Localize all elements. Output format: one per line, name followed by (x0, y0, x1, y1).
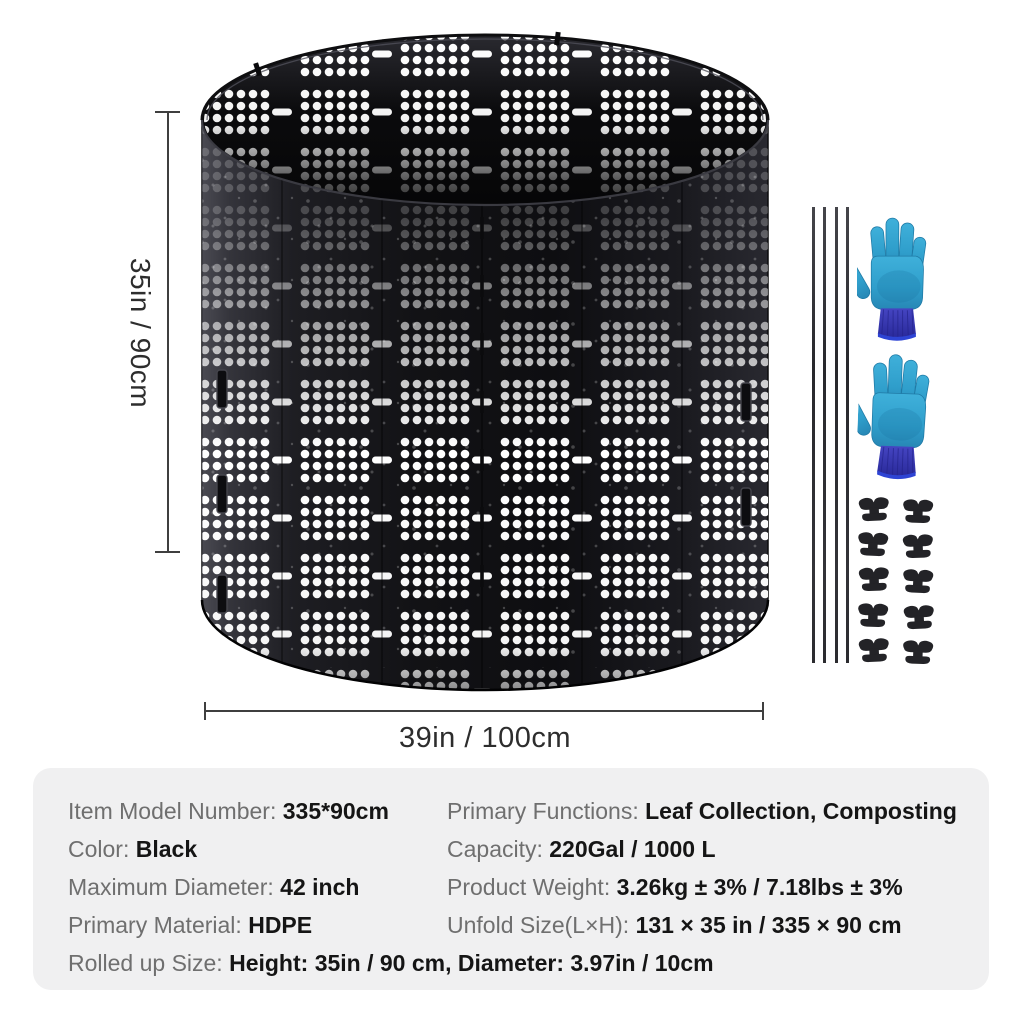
spec-label: Product Weight: (447, 874, 617, 900)
dimension-line (167, 112, 169, 552)
rod (812, 207, 815, 663)
diameter-dimension-label: 39in / 100cm (398, 722, 572, 754)
spec-label: Unfold Size(L×H): (447, 912, 636, 938)
spec-value: 42 inch (280, 874, 360, 900)
work-glove-image-1 (857, 214, 933, 342)
spec-row-max-diameter (68, 868, 447, 906)
spec-row-material (68, 906, 447, 944)
rod (823, 207, 826, 663)
height-dimension-label: 35in / 90cm (125, 257, 156, 409)
spec-value: 131 × 35 in / 335 × 90 cm (635, 912, 902, 938)
spec-column-right (447, 792, 957, 944)
support-rods-image (812, 207, 852, 663)
spec-row-unfold-size (447, 906, 957, 944)
rod (835, 207, 838, 663)
compost-bin-image (195, 28, 775, 698)
spec-panel (33, 768, 989, 990)
spec-row-weight (447, 868, 957, 906)
spec-value: 220Gal / 1000 L (549, 836, 716, 862)
rod (846, 207, 849, 663)
dimension-cap (155, 551, 180, 553)
dimension-line (205, 710, 764, 712)
spec-value: Black (135, 836, 198, 862)
spec-label: Item Model Number: (68, 798, 283, 824)
spec-label: Capacity: (447, 836, 550, 862)
spec-row-color (68, 830, 447, 868)
spec-row-rolled-size (68, 944, 971, 982)
spec-value: 3.26kg ± 3% / 7.18lbs ± 3% (616, 874, 903, 900)
spec-row-functions (447, 792, 957, 830)
dimension-cap (762, 702, 764, 720)
spec-label: Primary Functions: (447, 798, 646, 824)
spec-label: Primary Material: (68, 912, 249, 938)
spec-value: Leaf Collection, Composting (645, 798, 957, 824)
fixing-clips-image (855, 495, 941, 669)
spec-value: HDPE (248, 912, 313, 938)
spec-row-capacity (447, 830, 957, 868)
spec-row-model (68, 792, 447, 830)
spec-value: Height: 35in / 90 cm, Diameter: 3.97in / 10cm (229, 950, 714, 976)
spec-label: Maximum Diameter: (68, 874, 281, 900)
spec-value: 335*90cm (282, 798, 389, 824)
work-glove-image-2 (856, 350, 937, 482)
spec-label: Color: (68, 836, 136, 862)
spec-column-left (68, 792, 447, 944)
spec-label: Rolled up Size: (68, 950, 230, 976)
